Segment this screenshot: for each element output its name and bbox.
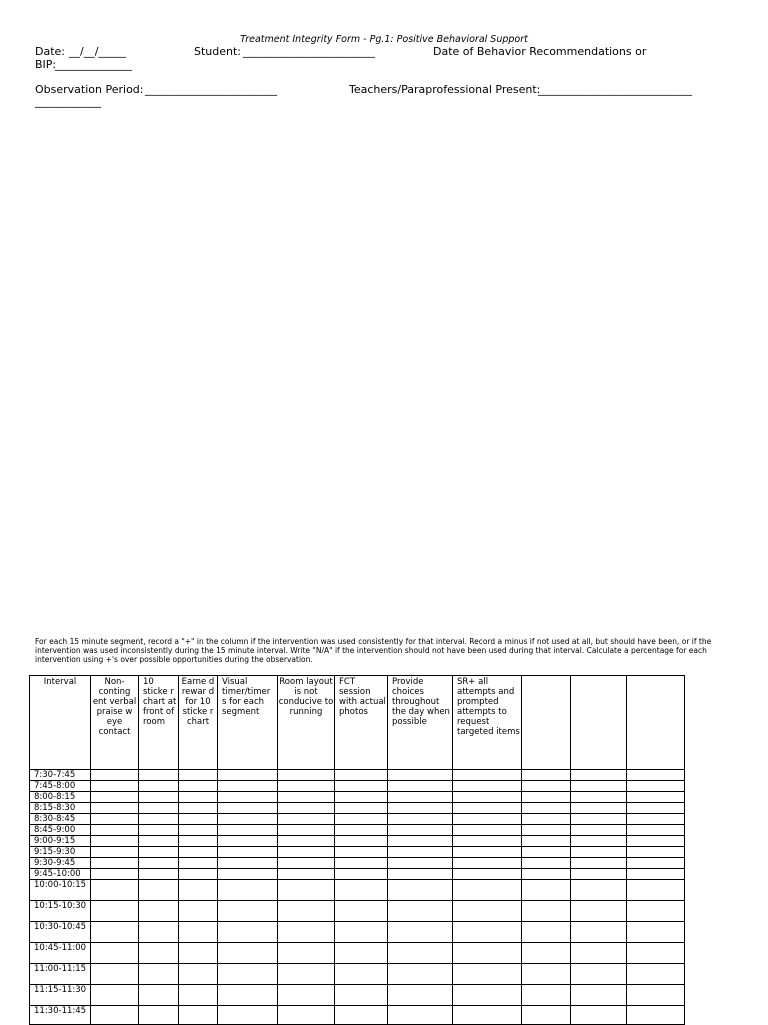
entry-cell[interactable] <box>278 792 335 803</box>
bip-field: ______________ <box>55 58 132 71</box>
table-row <box>30 814 685 825</box>
entry-cell[interactable] <box>139 922 179 943</box>
entry-cell[interactable] <box>571 869 627 880</box>
entry-cell[interactable] <box>91 869 139 880</box>
teachers-present-label: Teachers/Paraprofessional Present: <box>349 83 541 96</box>
entry-cell[interactable] <box>335 1006 388 1025</box>
entry-cell[interactable] <box>91 858 139 869</box>
entry-cell[interactable] <box>453 825 522 836</box>
entry-cell[interactable] <box>627 964 685 985</box>
student-field: ________________________ <box>243 45 375 58</box>
entry-cell[interactable] <box>335 792 388 803</box>
entry-cell[interactable] <box>388 922 453 943</box>
entry-cell[interactable] <box>91 836 139 847</box>
entry-cell[interactable] <box>627 847 685 858</box>
interval-cell: 11:15-11:30 <box>30 985 91 1006</box>
date-label: Date: <box>35 45 65 58</box>
entry-cell[interactable] <box>218 985 278 1006</box>
entry-cell[interactable] <box>571 803 627 814</box>
entry-cell[interactable] <box>218 803 278 814</box>
entry-cell[interactable] <box>91 901 139 922</box>
entry-cell[interactable] <box>388 814 453 825</box>
entry-cell[interactable] <box>91 814 139 825</box>
interval-cell: 10:45-11:00 <box>30 943 91 964</box>
entry-cell[interactable] <box>571 847 627 858</box>
table-row <box>30 880 685 901</box>
entry-cell[interactable] <box>571 836 627 847</box>
entry-cell[interactable] <box>278 964 335 985</box>
entry-cell[interactable] <box>218 825 278 836</box>
entry-cell[interactable] <box>139 964 179 985</box>
form-title: Treatment Integrity Form - Pg.1: Positive Behavioral Support <box>240 34 528 45</box>
entry-cell[interactable] <box>522 1006 571 1025</box>
table-row <box>30 869 685 880</box>
table-row <box>30 803 685 814</box>
table-row <box>30 922 685 943</box>
entry-cell[interactable] <box>627 770 685 781</box>
entry-cell[interactable] <box>627 792 685 803</box>
entry-cell[interactable] <box>179 922 218 943</box>
entry-cell[interactable] <box>571 922 627 943</box>
interval-cell: 9:45-10:00 <box>30 869 91 880</box>
entry-cell[interactable] <box>388 985 453 1006</box>
entry-cell[interactable] <box>522 825 571 836</box>
header-fct-session: FCT session with actual photos <box>335 676 388 770</box>
entry-cell[interactable] <box>139 1006 179 1025</box>
entry-cell[interactable] <box>218 781 278 792</box>
interval-cell: 10:15-10:30 <box>30 901 91 922</box>
entry-cell[interactable] <box>278 880 335 901</box>
entry-cell[interactable] <box>139 781 179 792</box>
entry-cell[interactable] <box>179 880 218 901</box>
entry-cell[interactable] <box>179 964 218 985</box>
entry-cell[interactable] <box>627 803 685 814</box>
header-noncontingent-praise: Non-conting ent verbal praise w eye contact <box>91 676 139 770</box>
entry-cell[interactable] <box>627 943 685 964</box>
entry-cell[interactable] <box>335 869 388 880</box>
entry-cell[interactable] <box>571 770 627 781</box>
table-row <box>30 847 685 858</box>
table-header-row <box>30 676 685 770</box>
entry-cell[interactable] <box>627 1006 685 1025</box>
entry-cell[interactable] <box>522 792 571 803</box>
entry-cell[interactable] <box>388 869 453 880</box>
entry-cell[interactable] <box>335 964 388 985</box>
header-blank-1 <box>522 676 571 770</box>
entry-cell[interactable] <box>278 847 335 858</box>
entry-cell[interactable] <box>388 770 453 781</box>
entry-cell[interactable] <box>139 825 179 836</box>
entry-cell[interactable] <box>388 847 453 858</box>
entry-cell[interactable] <box>522 869 571 880</box>
entry-cell[interactable] <box>335 922 388 943</box>
entry-cell[interactable] <box>453 880 522 901</box>
entry-cell[interactable] <box>139 869 179 880</box>
entry-cell[interactable] <box>388 825 453 836</box>
entry-cell[interactable] <box>139 836 179 847</box>
entry-cell[interactable] <box>218 836 278 847</box>
entry-cell[interactable] <box>627 836 685 847</box>
interval-cell: 11:30-11:45 <box>30 1006 91 1025</box>
entry-cell[interactable] <box>453 1006 522 1025</box>
interval-cell: 10:30-10:45 <box>30 922 91 943</box>
entry-cell[interactable] <box>218 964 278 985</box>
entry-cell[interactable] <box>218 922 278 943</box>
entry-cell[interactable] <box>139 985 179 1006</box>
entry-cell[interactable] <box>91 943 139 964</box>
table-row <box>30 964 685 985</box>
entry-cell[interactable] <box>179 869 218 880</box>
entry-cell[interactable] <box>139 770 179 781</box>
entry-cell[interactable] <box>91 880 139 901</box>
entry-cell[interactable] <box>571 781 627 792</box>
entry-cell[interactable] <box>453 964 522 985</box>
entry-cell[interactable] <box>179 781 218 792</box>
entry-cell[interactable] <box>522 836 571 847</box>
entry-cell[interactable] <box>91 985 139 1006</box>
interval-cell: 8:30-8:45 <box>30 814 91 825</box>
entry-cell[interactable] <box>179 847 218 858</box>
entry-cell[interactable] <box>278 922 335 943</box>
table-row <box>30 985 685 1006</box>
header-sr-plus: SR+ all attempts and prompted attempts to request targeted items <box>453 676 522 770</box>
entry-cell[interactable] <box>335 803 388 814</box>
entry-cell[interactable] <box>179 985 218 1006</box>
entry-cell[interactable] <box>388 1006 453 1025</box>
entry-cell[interactable] <box>453 836 522 847</box>
entry-cell[interactable] <box>522 803 571 814</box>
header-provide-choices: Provide choices throughout the day when possible <box>388 676 453 770</box>
entry-cell[interactable] <box>91 770 139 781</box>
entry-cell[interactable] <box>218 814 278 825</box>
entry-cell[interactable] <box>388 836 453 847</box>
entry-cell[interactable] <box>139 792 179 803</box>
entry-cell[interactable] <box>179 1006 218 1025</box>
entry-cell[interactable] <box>179 901 218 922</box>
instructions-text: For each 15 minute segment, record a "+" in the column if the intervention was used consistently for that interval. Record a minus if not used at all, but should have been, or if the intervention was used inconsistently during the 15 minute interval. Write "N/A" if the intervention should not have been used during that interval. Calculate a percentage for each intervention using +'s over possible opportunities during the observation. <box>35 637 712 664</box>
entry-cell[interactable] <box>627 825 685 836</box>
entry-cell[interactable] <box>388 901 453 922</box>
entry-cell[interactable] <box>522 880 571 901</box>
entry-cell[interactable] <box>278 803 335 814</box>
entry-cell[interactable] <box>453 781 522 792</box>
interval-cell: 9:30-9:45 <box>30 858 91 869</box>
entry-cell[interactable] <box>278 943 335 964</box>
header-interval: Interval <box>30 676 91 770</box>
entry-cell[interactable] <box>453 943 522 964</box>
entry-cell[interactable] <box>218 770 278 781</box>
entry-cell[interactable] <box>218 858 278 869</box>
entry-cell[interactable] <box>278 869 335 880</box>
entry-cell[interactable] <box>139 943 179 964</box>
entry-cell[interactable] <box>218 943 278 964</box>
entry-cell[interactable] <box>453 869 522 880</box>
entry-cell[interactable] <box>627 869 685 880</box>
interval-cell: 11:00-11:15 <box>30 964 91 985</box>
entry-cell[interactable] <box>522 964 571 985</box>
entry-cell[interactable] <box>139 858 179 869</box>
interval-cell: 8:15-8:30 <box>30 803 91 814</box>
entry-cell[interactable] <box>91 792 139 803</box>
entry-cell[interactable] <box>139 814 179 825</box>
entry-cell[interactable] <box>179 943 218 964</box>
entry-cell[interactable] <box>335 836 388 847</box>
interval-cell: 8:00-8:15 <box>30 792 91 803</box>
table-row <box>30 858 685 869</box>
entry-cell[interactable] <box>388 858 453 869</box>
entry-cell[interactable] <box>522 943 571 964</box>
recommendations-date-label: Date of Behavior Recommendations or <box>433 45 647 58</box>
entry-cell[interactable] <box>388 803 453 814</box>
entry-cell[interactable] <box>335 985 388 1006</box>
bip-label: BIP: <box>35 58 57 71</box>
entry-cell[interactable] <box>388 792 453 803</box>
entry-cell[interactable] <box>571 792 627 803</box>
header-sticker-chart: 10 sticke r chart at front of room <box>139 676 179 770</box>
entry-cell[interactable] <box>139 880 179 901</box>
entry-cell[interactable] <box>522 847 571 858</box>
header-earned-reward: Earne d rewar d for 10 sticke r chart <box>179 676 218 770</box>
entry-cell[interactable] <box>91 781 139 792</box>
entry-cell[interactable] <box>278 836 335 847</box>
entry-cell[interactable] <box>179 792 218 803</box>
interval-cell: 10:00-10:15 <box>30 880 91 901</box>
entry-cell[interactable] <box>627 814 685 825</box>
entry-cell[interactable] <box>91 922 139 943</box>
entry-cell[interactable] <box>522 781 571 792</box>
entry-cell[interactable] <box>453 858 522 869</box>
entry-cell[interactable] <box>91 847 139 858</box>
entry-cell[interactable] <box>388 880 453 901</box>
entry-cell[interactable] <box>522 985 571 1006</box>
table-row <box>30 781 685 792</box>
entry-cell[interactable] <box>91 803 139 814</box>
entry-cell[interactable] <box>278 858 335 869</box>
table-row <box>30 943 685 964</box>
entry-cell[interactable] <box>627 781 685 792</box>
interval-cell: 8:45-9:00 <box>30 825 91 836</box>
table-row <box>30 825 685 836</box>
entry-cell[interactable] <box>179 814 218 825</box>
header-blank-2 <box>571 676 627 770</box>
entry-cell[interactable] <box>522 922 571 943</box>
entry-cell[interactable] <box>139 847 179 858</box>
entry-cell[interactable] <box>453 847 522 858</box>
entry-cell[interactable] <box>139 901 179 922</box>
entry-cell[interactable] <box>218 901 278 922</box>
entry-cell[interactable] <box>335 825 388 836</box>
interval-cell: 9:00-9:15 <box>30 836 91 847</box>
entry-cell[interactable] <box>335 901 388 922</box>
student-label: Student: <box>194 45 242 58</box>
entry-cell[interactable] <box>571 985 627 1006</box>
table-row <box>30 770 685 781</box>
entry-cell[interactable] <box>335 858 388 869</box>
entry-cell[interactable] <box>453 792 522 803</box>
entry-cell[interactable] <box>522 814 571 825</box>
entry-cell[interactable] <box>571 1006 627 1025</box>
entry-cell[interactable] <box>627 922 685 943</box>
entry-cell[interactable] <box>278 814 335 825</box>
entry-cell[interactable] <box>218 880 278 901</box>
entry-cell[interactable] <box>522 770 571 781</box>
entry-cell[interactable] <box>453 814 522 825</box>
entry-cell[interactable] <box>571 880 627 901</box>
entry-cell[interactable] <box>278 985 335 1006</box>
entry-cell[interactable] <box>453 922 522 943</box>
table-row <box>30 1006 685 1025</box>
entry-cell[interactable] <box>571 943 627 964</box>
entry-cell[interactable] <box>571 901 627 922</box>
entry-cell[interactable] <box>388 943 453 964</box>
entry-cell[interactable] <box>218 847 278 858</box>
entry-cell[interactable] <box>218 869 278 880</box>
entry-cell[interactable] <box>453 985 522 1006</box>
interval-cell: 9:15-9:30 <box>30 847 91 858</box>
header-visual-timer: Visual timer/timer s for each segment <box>218 676 278 770</box>
header-room-layout: Room layout is not conducive to running <box>278 676 335 770</box>
entry-cell[interactable] <box>571 814 627 825</box>
entry-cell[interactable] <box>627 901 685 922</box>
entry-cell[interactable] <box>139 803 179 814</box>
table-row <box>30 792 685 803</box>
entry-cell[interactable] <box>522 858 571 869</box>
entry-cell[interactable] <box>453 770 522 781</box>
entry-cell[interactable] <box>627 880 685 901</box>
header-blank-3 <box>627 676 685 770</box>
teachers-present-field: ____________________________ <box>538 83 692 96</box>
entry-cell[interactable] <box>179 803 218 814</box>
teachers-present-field-continued: ____________ <box>35 95 101 108</box>
entry-cell[interactable] <box>453 901 522 922</box>
table-row <box>30 901 685 922</box>
entry-cell[interactable] <box>218 792 278 803</box>
observation-period-label: Observation Period: <box>35 83 144 96</box>
entry-cell[interactable] <box>91 825 139 836</box>
entry-cell[interactable] <box>278 781 335 792</box>
entry-cell[interactable] <box>278 770 335 781</box>
entry-cell[interactable] <box>571 964 627 985</box>
entry-cell[interactable] <box>179 770 218 781</box>
table-row <box>30 836 685 847</box>
entry-cell[interactable] <box>335 770 388 781</box>
entry-cell[interactable] <box>91 1006 139 1025</box>
entry-cell[interactable] <box>627 985 685 1006</box>
entry-cell[interactable] <box>278 1006 335 1025</box>
entry-cell[interactable] <box>335 847 388 858</box>
date-field: __/__/_____ <box>69 45 126 58</box>
entry-cell[interactable] <box>627 858 685 869</box>
interval-cell: 7:30-7:45 <box>30 770 91 781</box>
entry-cell[interactable] <box>571 825 627 836</box>
entry-cell[interactable] <box>522 901 571 922</box>
entry-cell[interactable] <box>571 858 627 869</box>
entry-cell[interactable] <box>453 803 522 814</box>
entry-cell[interactable] <box>179 836 218 847</box>
entry-cell[interactable] <box>179 825 218 836</box>
entry-cell[interactable] <box>335 943 388 964</box>
entry-cell[interactable] <box>335 880 388 901</box>
interval-cell: 7:45-8:00 <box>30 781 91 792</box>
entry-cell[interactable] <box>335 814 388 825</box>
observation-period-field: ________________________ <box>145 83 277 96</box>
entry-cell[interactable] <box>179 858 218 869</box>
entry-cell[interactable] <box>218 1006 278 1025</box>
entry-cell[interactable] <box>91 964 139 985</box>
entry-cell[interactable] <box>278 825 335 836</box>
entry-cell[interactable] <box>335 781 388 792</box>
entry-cell[interactable] <box>388 781 453 792</box>
integrity-table <box>29 675 685 1025</box>
entry-cell[interactable] <box>278 901 335 922</box>
entry-cell[interactable] <box>388 964 453 985</box>
